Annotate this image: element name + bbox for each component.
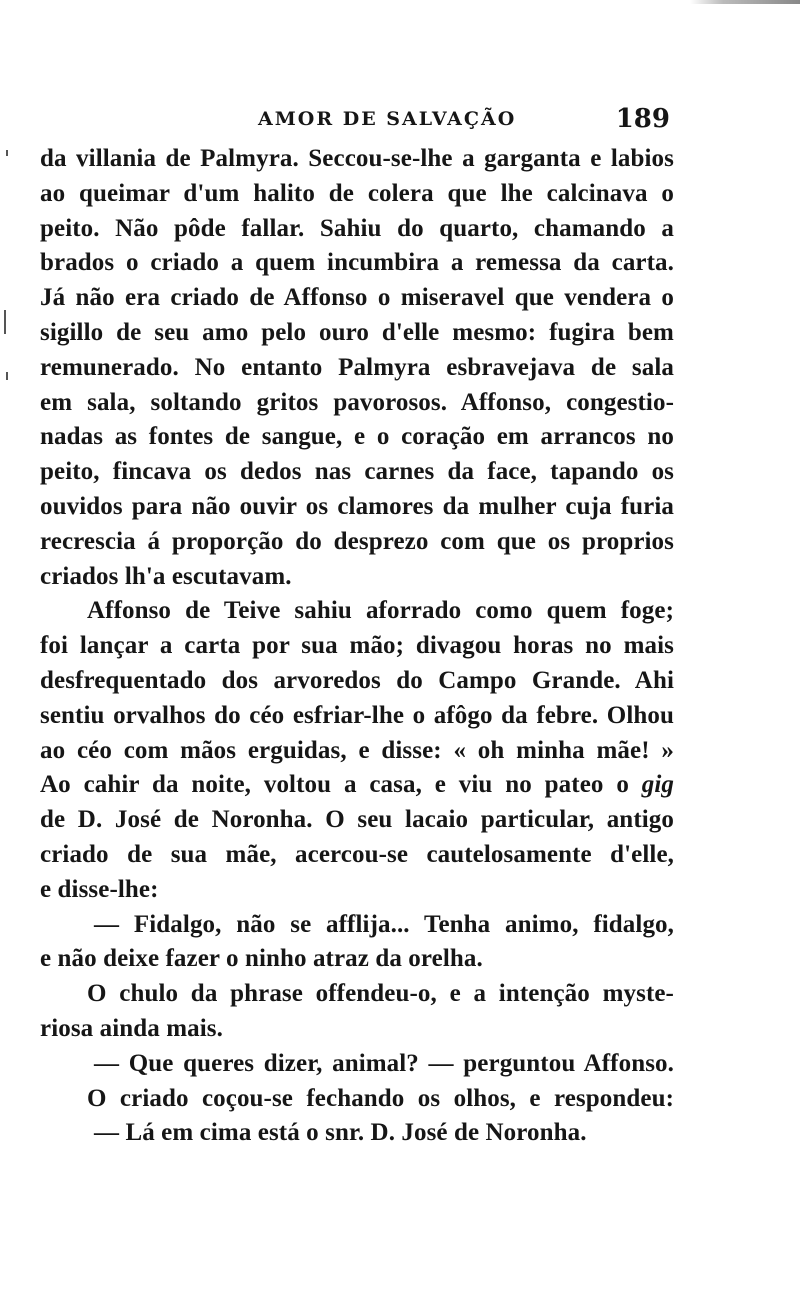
- text-line: e não deixe fazer o ninho atraz da orelha.: [40, 945, 483, 973]
- text-line: em sala, soltando gritos pavorosos. Affonso, congestio-: [40, 388, 674, 416]
- text-line: sentiu orvalhos do céo esfriar-lhe o afôgo da febre. Olhou: [40, 701, 674, 729]
- text-line: O chulo da phrase offendeu-o, e a intenção myste-: [87, 980, 674, 1008]
- text-line: ao céo com mãos erguidas, e disse: « oh minha mãe! »: [40, 736, 674, 764]
- margin-speck: [6, 372, 8, 380]
- dialog-line: — Fidalgo, não se afflija... Tenha animo, fidalgo,: [94, 910, 674, 938]
- text-line: nadas as fontes de sangue, e o coração em arrancos no: [40, 423, 674, 451]
- running-title: AMOR DE SALVAÇÃO: [258, 108, 517, 130]
- page-number: 189: [615, 104, 670, 134]
- italic-word: gig: [641, 771, 674, 799]
- text-line: peito. Não pôde fallar. Sahiu do quarto, chamando a: [40, 214, 674, 242]
- text-fragment: Ao cahir da noite, voltou a casa, e viu no pateo o: [40, 771, 629, 799]
- text-line: sigillo de seu amo pelo ouro d'elle mesmo: fugira bem: [40, 318, 674, 346]
- text-line: brados o criado a quem incumbira a remessa da carta.: [40, 249, 674, 277]
- text-line: desfrequentado dos arvoredos do Campo Grande. Ahi: [40, 666, 674, 694]
- text-line: ouvidos para não ouvir os clamores da mulher cuja furia: [40, 492, 674, 520]
- text-line: criado de sua mãe, acercou-se cautelosamente d'elle,: [40, 840, 674, 868]
- dialog-line: — Lá em cima está o snr. D. José de Noronha.: [94, 1119, 587, 1147]
- margin-speck: [6, 150, 8, 156]
- text-line: remunerado. No entanto Palmyra esbravejava de sala: [40, 353, 674, 381]
- dialog-line: — Que queres dizer, animal? — perguntou Affonso.: [94, 1049, 674, 1077]
- text-line: riosa ainda mais.: [40, 1014, 223, 1042]
- text-line: criados lh'a escutavam.: [40, 562, 292, 590]
- margin-speck: [4, 310, 6, 334]
- text-line: peito, fincava os dedos nas carnes da face, tapando os: [40, 458, 674, 486]
- text-line: foi lançar a carta por sua mão; divagou horas no mais: [40, 632, 674, 660]
- body-text: [40, 142, 674, 1151]
- text-line: [40, 768, 674, 803]
- text-line: Affonso de Teive sahiu aforrado como quem foge;: [87, 597, 674, 625]
- page-corner-shadow: [690, 0, 800, 4]
- text-line: da villania de Palmyra. Seccou-se-lhe a garganta e labios: [40, 145, 674, 172]
- text-line: Já não era criado de Affonso o miseravel que vendera o: [40, 284, 674, 312]
- page-header: [40, 104, 674, 136]
- text-line: ao queimar d'um halito de colera que lhe calcinava o: [40, 179, 674, 207]
- text-line: recrescia á proporção do desprezo com que os proprios: [40, 527, 674, 555]
- text-line: de D. José de Noronha. O seu lacaio particular, antigo: [40, 806, 674, 834]
- text-line: O criado coçou-se fechando os olhos, e respondeu:: [87, 1084, 674, 1112]
- text-line: e disse-lhe:: [40, 875, 159, 903]
